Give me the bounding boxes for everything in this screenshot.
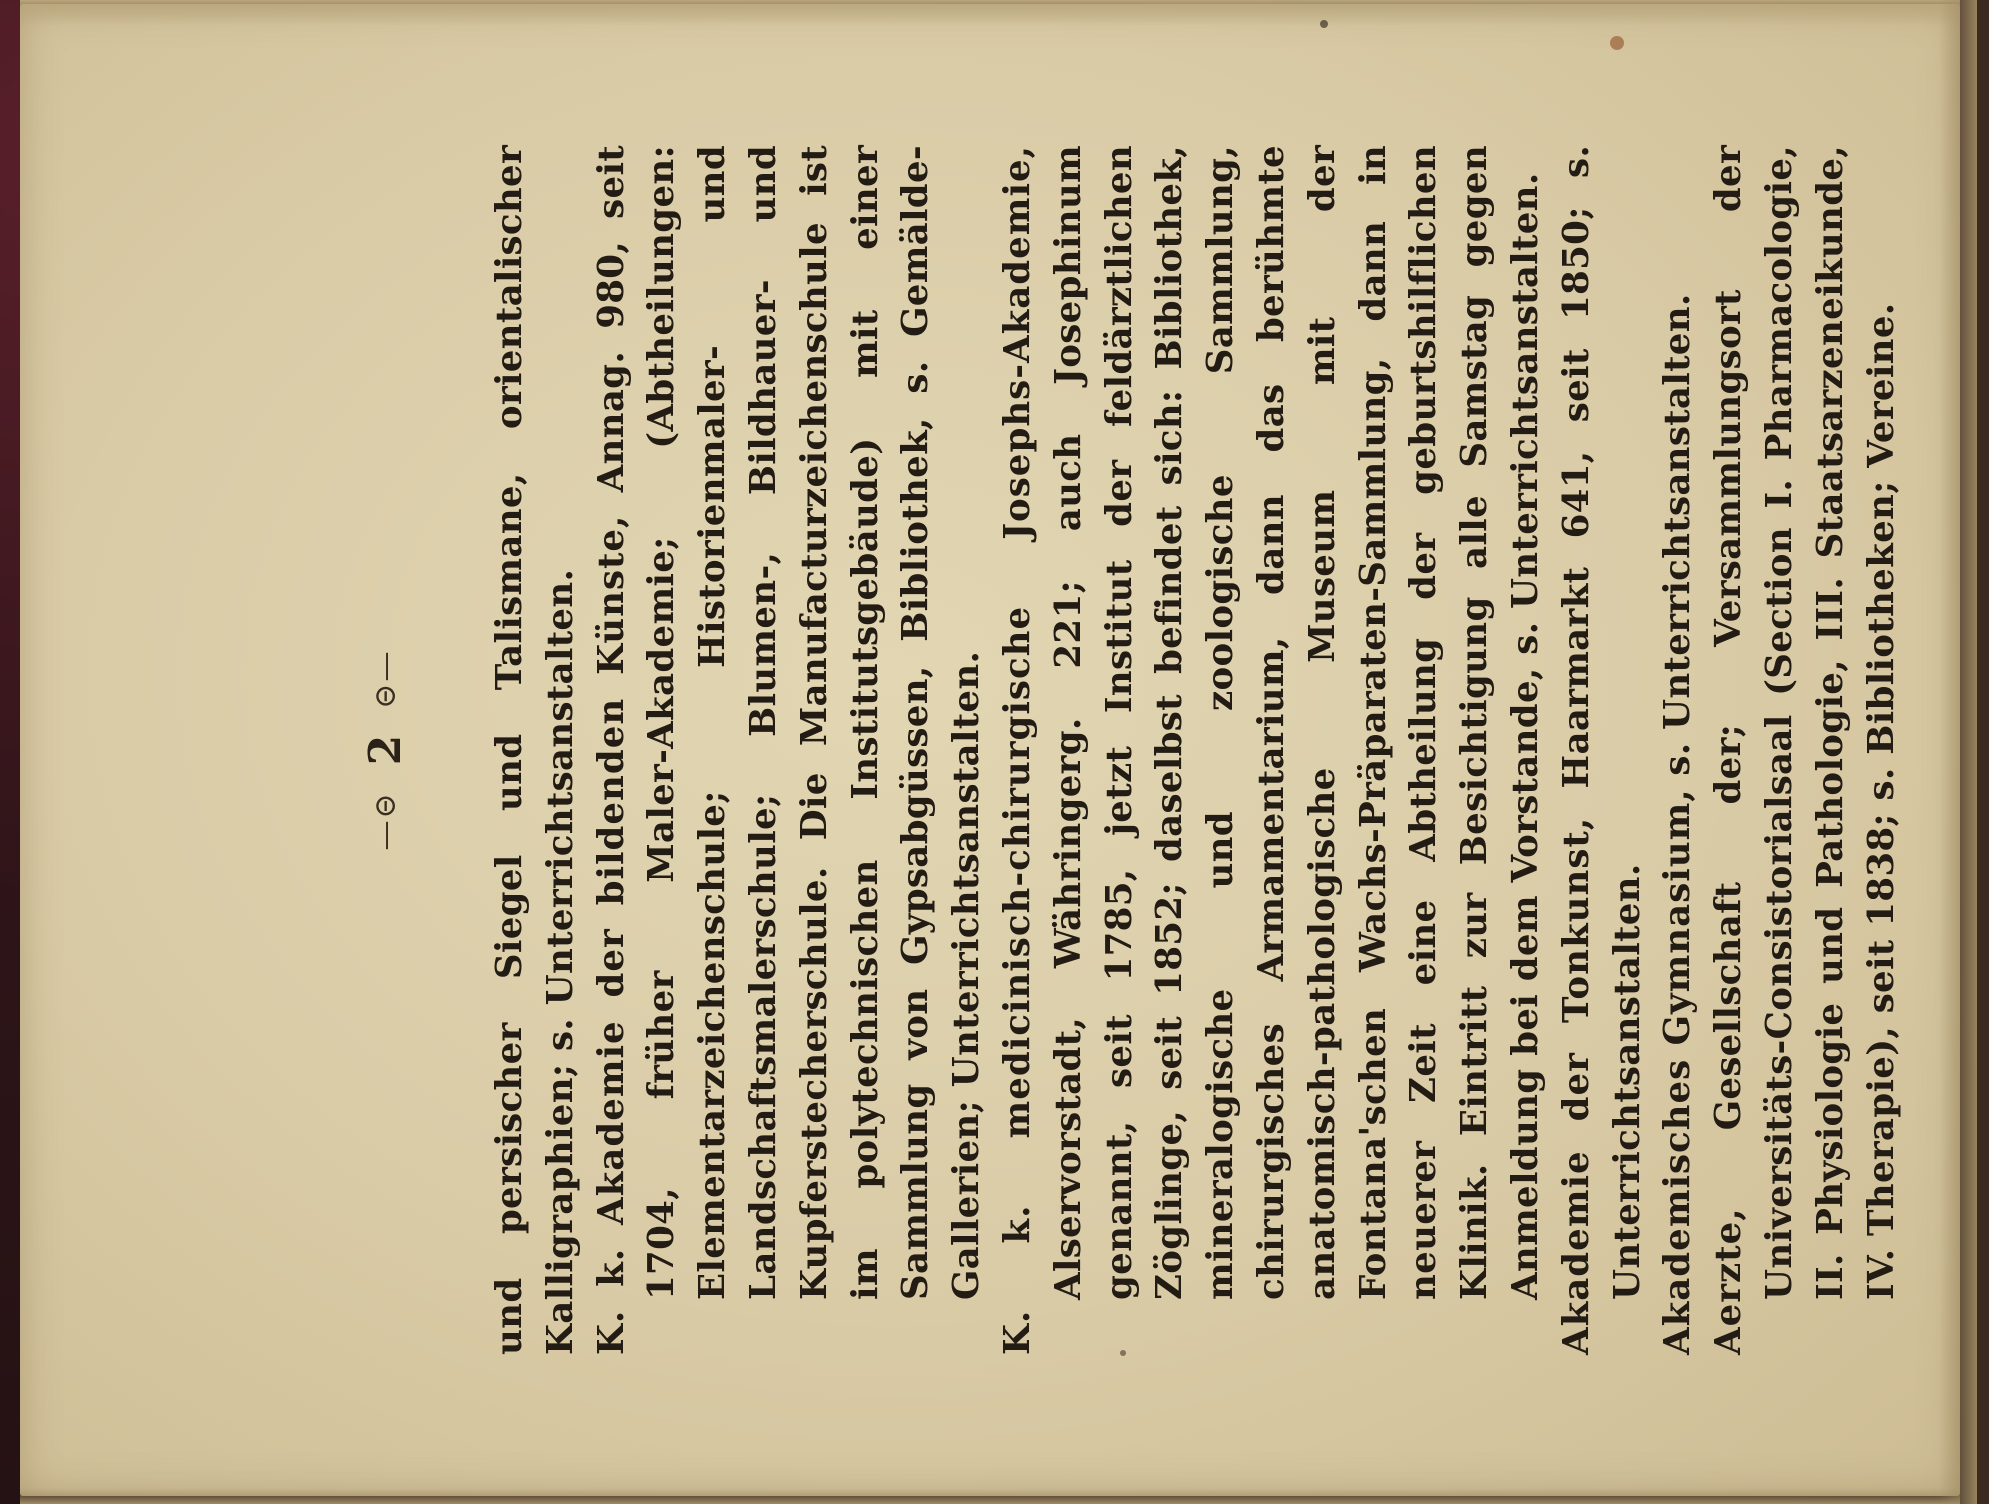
entry-text: Alservorstadt, Währingerg. 221; auch Josephinum genannt, seit 1785, jetzt Institut der feldärztlichen Zöglinge, seit 1852; daselbst befindet sich: Bibliothek, mineralogische und zoologische Sammlung, chirurgisches Armamentarium, dann das berühmte anatomisch-pathologische Museum mit der Fontana'schen Wachs-Präparaten-Sammlung, dann in neuerer Zeit eine Abtheilung der geburtshilflichen Klinik. Eintritt zur Besichtigung alle Samstag gegen Anmeldung bei dem Vorstande, s. Unterrichtsanstalten.	[1047, 145, 1546, 1300]
entry-lead: K. k. Akademie der bildenden Künste,	[590, 514, 632, 1355]
page-body	[485, 145, 1907, 1355]
entry-text: Gesellschaft der; Versammlungsort der Universitäts-Consistorialsaal (Section I. Pharmacologie, II. Physiologie und Pathologie, III. Staatsarzeneikunde, IV. Therapie), seit 1838; s. Bibliotheken; Vereine.	[1708, 144, 1902, 1300]
page-header	[355, 135, 415, 1365]
ornament-left: —⊝	[367, 791, 403, 851]
entry-text: Haarmarkt 641, seit 1850; s. Unterrichtsanstalten.	[1555, 144, 1648, 1300]
page-number: 2	[359, 734, 411, 766]
ornament-right: ⊝—	[367, 649, 403, 709]
entry-text: s. Unterrichtsanstalten.	[1657, 293, 1699, 776]
entry-josephs-akademie	[993, 145, 1552, 1355]
entry-lead: Akademie der Tonkunst,	[1555, 816, 1597, 1355]
page-edge-top	[20, 0, 1960, 26]
page-edge-right	[1939, 0, 1979, 1504]
entry-aerzte	[1704, 145, 1907, 1355]
entry-akademie-tonkunst	[1552, 145, 1654, 1355]
entry-akademisches-gymnasium	[1653, 145, 1704, 1355]
entry-text: Annag. 980, seit 1704, früher Maler-Akademie; (Abtheilungen: Elementarzeichenschule; Historienmaler- und Landschaftsmalerschule; Blumen-, Bildhauer- und Kupferstecherschule. Die Manufacturzeichenschule ist im polytechnischen Institutsgebäude) mit einer Sammlung von Gypsabgüssen, Bibliothek, s. Gemälde-Gallerien; Unterrichtsanstalten.	[590, 145, 988, 1300]
book-binding-strip	[1977, 0, 1989, 1504]
entry-lead: K. k. medicinisch-chirurgische Josephs-Akademie,	[996, 145, 1038, 1355]
page-edge-bottom	[20, 1488, 1960, 1504]
rotated-text-block	[255, 135, 1902, 1365]
paper-stain	[1320, 20, 1328, 28]
entry-text: und persischer Siegel und Talismane, orientalischer Kalligraphien; s. Unterrichtsanstalten.	[489, 145, 581, 1355]
entry-continuation	[485, 145, 587, 1355]
entry-lead: Aerzte,	[1708, 1207, 1750, 1355]
paper-stain	[1610, 36, 1624, 50]
entry-akademie-bildende-kuenste	[587, 145, 993, 1355]
entry-lead: Akademisches Gymnasium,	[1657, 788, 1699, 1355]
